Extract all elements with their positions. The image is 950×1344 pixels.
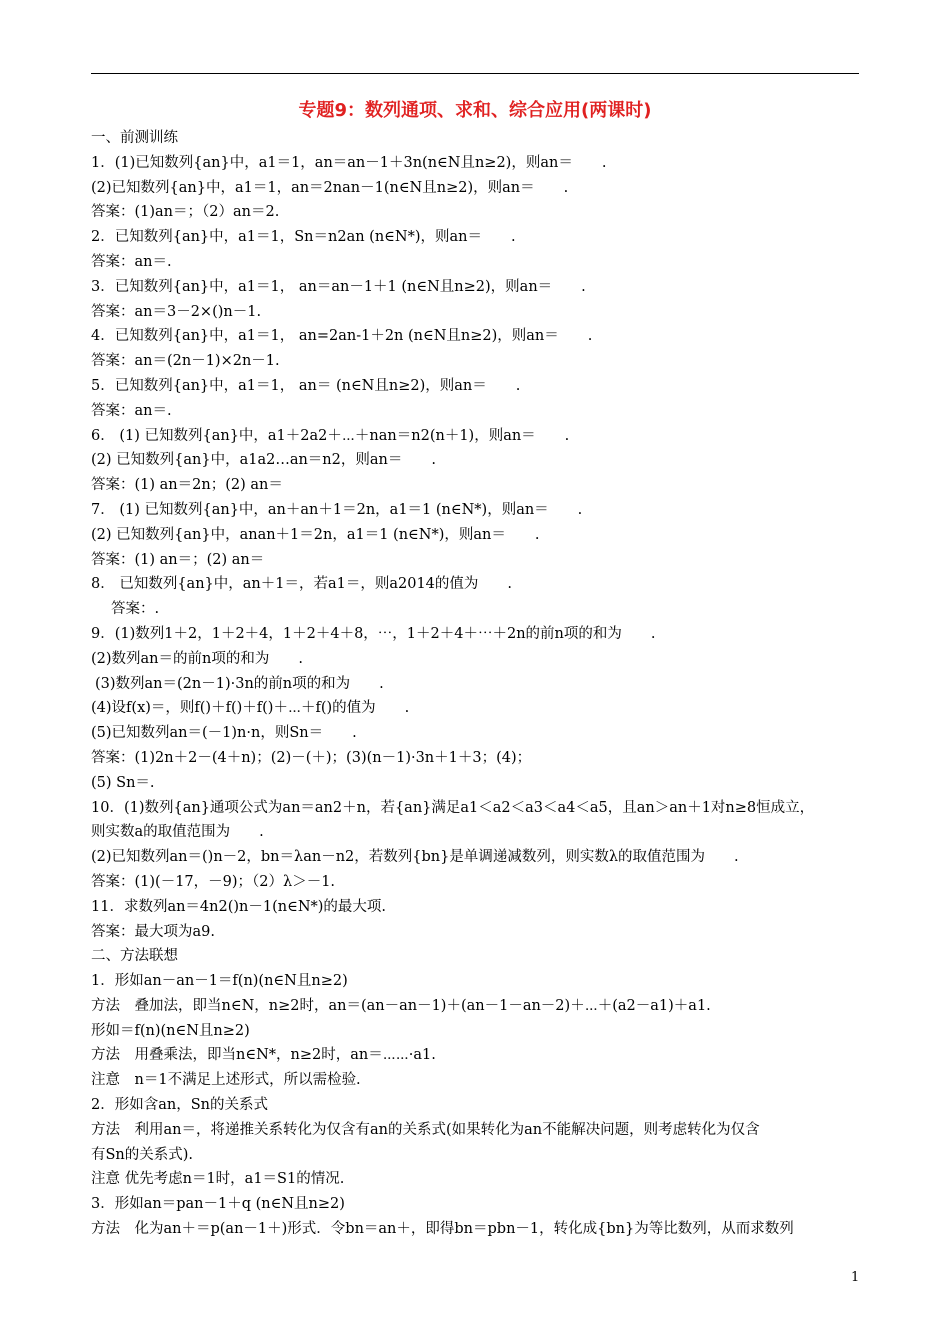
- question-line: (2)已知数列an＝()n－2，bn＝λan－n2，若数列{bn}是单调递减数列，则实数λ的取值范围为 .: [91, 849, 739, 866]
- answer-line: 答案：(1)(－17，－9)；（2）λ＞－1.: [91, 873, 336, 890]
- question-line: 7． (1) 已知数列{an}中，an＋an＋1＝2n，a1＝1 (n∈N*)，则an＝ .: [91, 501, 583, 518]
- header-rule: [91, 73, 859, 74]
- note-line: 注意 优先考虑n＝1时，a1＝S1的情况.: [91, 1171, 345, 1188]
- answer-line: 答案：(1)an＝；（2）an＝2.: [91, 204, 280, 221]
- question-line: (5)已知数列an＝(－1)n·n，则Sn＝ .: [91, 725, 357, 742]
- method-line: 3．形如an＝pan－1＋q (n∈N且n≥2): [91, 1196, 345, 1213]
- question-line: (2)数列an＝的前n项的和为 .: [91, 650, 303, 667]
- answer-line: 答案：(1) an＝2n；(2) an＝: [91, 477, 283, 494]
- answer-line: 答案：.: [111, 601, 160, 618]
- method-line: 形如＝f(n)(n∈N且n≥2): [91, 1022, 250, 1039]
- question-line: 则实数a的取值范围为 .: [91, 824, 264, 841]
- question-line: (2)已知数列{an}中，a1＝1，an＝2nan－1(n∈N且n≥2)，则an＝ .: [91, 179, 569, 196]
- document-title: 专题9：数列通项、求和、综合应用(两课时): [298, 100, 652, 121]
- answer-line: 答案：(1) an＝；(2) an＝: [91, 551, 265, 568]
- method-line: 1．形如an－an－1＝f(n)(n∈N且n≥2): [91, 973, 348, 990]
- method-line: 方法 利用an＝，将递推关系转化为仅含有an的关系式(如果转化为an不能解决问题，则考虑转化为仅含: [91, 1121, 760, 1138]
- method-line: 有Sn的关系式).: [91, 1146, 194, 1163]
- question-line: 10．(1)数列{an}通项公式为an＝an2＋n，若{an}满足a1＜a2＜a3＜a4＜a5，且an＞an＋1对n≥8恒成立，: [91, 799, 815, 816]
- question-line: 6． (1) 已知数列{an}中，a1＋2a2＋⋯＋nan＝n2(n＋1)，则an＝ .: [91, 427, 570, 444]
- question-line: 9．(1)数列1＋2，1＋2＋4，1＋2＋4＋8，⋯，1＋2＋4＋⋯＋2n的前n项的和为 .: [91, 625, 656, 642]
- note-line: 注意 n＝1不满足上述形式，所以需检验.: [91, 1072, 361, 1089]
- method-line: 方法 用叠乘法，即当n∈N*，n≥2时，an＝⋯⋯·a1.: [91, 1047, 436, 1064]
- document-body: [91, 126, 861, 1242]
- question-line: (3)数列an＝(2n－1)·3n的前n项的和为 .: [95, 675, 384, 692]
- answer-line: 答案：(1)2n＋2－(4＋n)；(2)－(＋)；(3)(n－1)·3n＋1＋3；(4)；: [91, 749, 532, 766]
- answer-line: 答案：an＝.: [91, 253, 172, 270]
- question-line: 1．(1)已知数列{an}中，a1＝1，an＝an－1＋3n(n∈N且n≥2)，则an＝ .: [91, 154, 607, 171]
- answer-line: 答案：an＝.: [91, 402, 172, 419]
- question-line: (4)设f(x)＝，则f()＋f()＋f()＋⋯＋f()的值为 .: [91, 700, 410, 717]
- answer-line: (5) Sn＝.: [91, 774, 155, 791]
- question-line: 8． 已知数列{an}中，an＋1＝，若a1＝，则a2014的值为 .: [91, 576, 513, 593]
- question-line: (2) 已知数列{an}中，a1a2…an＝n2，则an＝ .: [91, 452, 436, 469]
- question-line: 2．已知数列{an}中，a1＝1，Sn＝n2an (n∈N*)，则an＝ .: [91, 229, 516, 246]
- question-line: 11．求数列an＝4n2()n－1(n∈N*)的最大项.: [91, 898, 387, 915]
- section-heading: 二、方法联想: [91, 948, 178, 965]
- answer-line: 答案：an＝3－2×()n－1.: [91, 303, 262, 320]
- page-number: 1: [851, 1270, 860, 1285]
- question-line: 3．已知数列{an}中，a1＝1， an＝an－1＋1 (n∈N且n≥2)，则an＝ .: [91, 278, 586, 295]
- question-line: (2) 已知数列{an}中，anan＋1＝2n，a1＝1 (n∈N*)，则an＝ .: [91, 526, 540, 543]
- question-line: 5．已知数列{an}中，a1＝1， an＝ (n∈N且n≥2)，则an＝ .: [91, 377, 521, 394]
- section-heading: 一、前测训练: [91, 130, 178, 146]
- method-line: 2．形如含an，Sn的关系式: [91, 1097, 268, 1114]
- question-line: 4．已知数列{an}中，a1＝1， an=2an-1＋2n (n∈N且n≥2)，则an＝ .: [91, 328, 593, 345]
- method-line: 方法 叠加法，即当n∈N，n≥2时，an＝(an－an－1)＋(an－1－an－2)＋⋯＋(a2－a1)＋a1.: [91, 997, 711, 1014]
- method-line: 方法 化为an＋＝p(an－1＋)形式．令bn＝an＋，即得bn＝pbn－1，转化成{bn}为等比数列，从而求数列: [91, 1221, 794, 1238]
- answer-line: 答案：an＝(2n－1)×2n－1.: [91, 353, 280, 370]
- answer-line: 答案：最大项为a9.: [91, 923, 215, 940]
